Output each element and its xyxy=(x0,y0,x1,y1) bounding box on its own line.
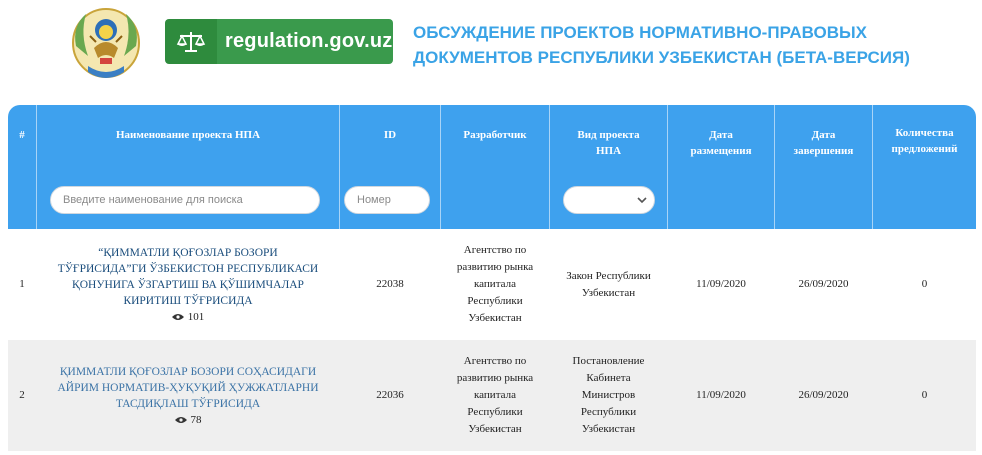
project-id: 22038 xyxy=(376,278,404,290)
col-posted-header: Дата размещения xyxy=(690,129,752,157)
col-id-header: ID xyxy=(383,129,397,141)
state-emblem-icon xyxy=(66,6,146,80)
search-name-input[interactable]: Введите наименование для поиска xyxy=(50,186,320,214)
view-count: 101 xyxy=(172,309,205,325)
scales-icon xyxy=(165,19,217,64)
row-num: 2 xyxy=(19,389,25,401)
table-row xyxy=(8,340,976,451)
end-date: 26/09/2020 xyxy=(798,389,849,401)
proposals-count: 0 xyxy=(921,278,928,290)
developer: Агентство по развитию рынка капитала Республики Узбекистан xyxy=(456,355,534,435)
eye-icon xyxy=(175,416,187,424)
eye-icon xyxy=(172,313,184,321)
npa-type: Постановление Кабинета Министров Республики Узбекистан xyxy=(572,355,645,435)
developer: Агентство по развитию рынка капитала Республики Узбекистан xyxy=(456,244,534,324)
row-num: 1 xyxy=(19,278,25,290)
table-row xyxy=(8,229,976,340)
col-name-header: Наименование проекта НПА xyxy=(115,129,261,141)
projects-table xyxy=(8,105,976,451)
posted-date: 11/09/2020 xyxy=(696,278,746,290)
project-title-link[interactable]: “ҚИММАТЛИ ҚОҒОЗЛАР БОЗОРИ ТЎҒРИСИДА”ГИ ЎЗБЕКИСТОН РЕСПУБЛИКАСИ ҚОНУНИГА ЎЗГАРТИШ ВА ҚЎШИМЧАЛАР КИРИТИШ ТЎҒРИСИДА 101 xyxy=(57,246,319,323)
table-header xyxy=(8,105,976,229)
col-developer-header: Разработчик xyxy=(463,129,527,141)
search-id-input[interactable]: Номер xyxy=(344,186,430,214)
page-title xyxy=(413,20,933,70)
logo-text: regulation.gov.uz xyxy=(217,19,393,64)
page-title-line2: ДОКУМЕНТОВ РЕСПУБЛИКИ УЗБЕКИСТАН (БЕТА-ВЕРСИЯ) xyxy=(413,48,910,67)
site-logo[interactable] xyxy=(165,19,393,64)
project-title-link[interactable]: ҚИММАТЛИ ҚОҒОЗЛАР БОЗОРИ СОҲАСИДАГИ АЙРИМ НОРМАТИВ-ҲУҚУҚИЙ ҲУЖЖАТЛАРНИ ТАСДИҚЛАШ ТЎҒРИСИДА 78 xyxy=(57,365,319,426)
npa-type-select[interactable] xyxy=(563,186,655,214)
page-title-line1: ОБСУЖДЕНИЕ ПРОЕКТОВ НОРМАТИВНО-ПРАВОВЫХ xyxy=(413,23,868,42)
proposals-count: 0 xyxy=(921,389,928,401)
end-date: 26/09/2020 xyxy=(798,278,849,290)
project-id: 22036 xyxy=(376,389,404,401)
col-end-header: Дата завершения xyxy=(793,129,854,157)
npa-type: Закон Республики Узбекистан xyxy=(566,269,651,299)
chevron-down-icon xyxy=(636,194,648,206)
posted-date: 11/09/2020 xyxy=(696,389,746,401)
site-header xyxy=(0,0,982,100)
view-count: 78 xyxy=(175,412,202,428)
col-count-header: Количества предложений xyxy=(891,127,958,155)
col-num-header: # xyxy=(19,129,25,141)
col-type-header: Вид проекта НПА xyxy=(577,129,640,157)
